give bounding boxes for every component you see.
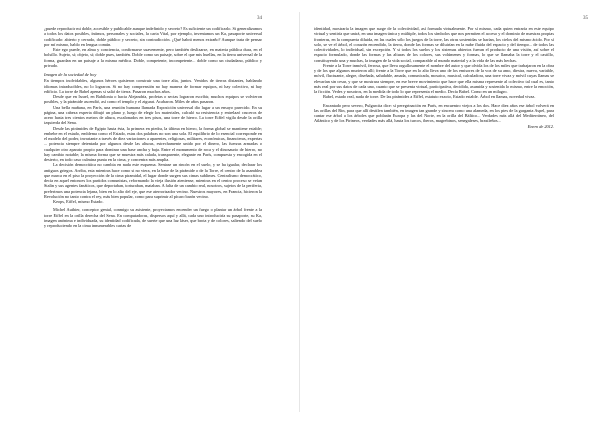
- left-page-body: [44, 26, 262, 228]
- paragraph: Keops, Eiffel, mismo Estado.: [53, 199, 104, 204]
- paragraph: Frente a la Torre inmóvil, ferrosa, que lleva orgullosamente el nombre del autor y que olvida los de los miles que trabajaron en la obra y de los que algunos murieron allí; frente a la Torre que en lo alto lleva uno de los emisores de la voz de su amo, diestra, nueva, variable, móvil, fluctuante, alegre, diseñada, saludable, amada, comunicada, mosaico, musical, calculadora, una torre vivaz y móvil cuyas llamas se elevarían sin cesar, y que se mostrara siempre, en ese breve movimiento que hace que ella misma represente al colectivo tal cual es, tanto más real por sus datos de cada uno, cuanto que se presenta virtual, participativa, decidida, asumida y sostenida lo mismo, entre la emoción, la ficción. Vedes y nosotros, en la medida de todo lo que representa el medio. Decía Babel. Como en un milagro.: [314, 62, 554, 94]
- page-number-left: 34: [257, 16, 262, 21]
- date-signature: Enero de 2012.: [527, 123, 554, 129]
- paragraph: Encantado pero severo, Pulgarcita dice: sí peregrinación en París, en encuentro viejos a los dos. Hace diez años ese árbol volverá en las orillas del Rin, para que allí destilen también, en imagen tan grande y sincera como una alameda, en los pies de la garganta Aspel, para cantar ese árbol a los árboles que poblarán Europa y las del Norte, en la orilla del Báltico... Verdades más allá del Mediterráneo, del Atlántico y de los Pirineos, verdades más allá, hasta los turcos, iberos, magrebinos, senegaleses, brasileños...: [314, 102, 554, 124]
- page-number-right: 35: [583, 16, 588, 21]
- paragraph: Michel Authier, conceptor genial, conmigo su asistente, proyectamos encender un fuego o plantar un árbol frente a la torre Eiffel en la orilla derecha del Sena. En computadoras, dispersos aquí y allá, cada uno introduciría su pasaporte, su Ka, imagen anónima e individuada, su identidad codificada, de suerte que una luz láser, que brota y de colores, saliendo del suelo y reproduciendo en la cima innumerables cartas de: [44, 207, 262, 228]
- paragraph: ¿puede reproducir mi doble, accesible y publicable aunque indefinido y secreto? Es suficiente un codificarlo. Si generalizamos a todos los datos posibles, íntimos, personales y sociales, la carta Vital, por ejemplo, inventamos un Ka, pasaporte universal codificado: abierto y cerrado, doble público y secreto, sin contradicción. ¿Qué habrá menos extraño? Aunque trata de pensar por mí mismo, hablo en lengua común.: [44, 26, 262, 47]
- paragraph: identidad, mostraría la imagen que surge de la colectividad, así formada virtualmente. Por sí mismo, cada quien entraría en este equipo virtual y sentiría que unirá, en una imagen única y múltiple, todos los símbolos que nos permiten el acceso y el dominio de nuestras propias fronteras, en la compuerta diluida, en las cuales sólo los juegos de la torre, las otras sostenidas se harían, los cielos del mismo ácido. Por sí solo, se ve el árbol, el corazón encendido, la tierra, donde las formas se diluirían en la nube fluida del espacio y del tiempo... de todos las colectividades, lo individual, sin excepción. Y si todos los suelos y los sistemas abiertos fueran el producto de una visión, así sobre el espacio formulado, donde las formas y las alturas de los colores, sus volúmenes y formas, lo que se llamaba la torre y el castillo, constituyendo una y muchas, la imagen de la vida social, comparable al mundo material y a la vida de las más hechas.: [314, 26, 554, 63]
- paragraph: Desde las pirámides de Egipto hasta ésta, la primera en piedra, la última en hierro, la forma global se mantiene estable; embebe en el estado, emblema como el Estado, estas dos palabras no son una sola. El equilibrio de lo esencial corresponde en el modelo del poder, invariante a través de diez variaciones a aparentes, religiosas, militares, económicas, financieras, expertas ... potencia siempre detentada por algunos desde las alturas, estrechamente unido por el dinero, las fuerzas armadas o cualquier otro aparato propio para dominar una base ancha y baja. Entre el monumento de roca y el dinosaurio de hierro, no hay cambio notable; la misma forma que se muestra más calada, transparente, elegante en París, compuesta y encogida en el desierto, en todo caso culmina punta en la cima, y concentra más amplia.: [44, 125, 262, 162]
- section-heading: Imagen de la sociedad de hoy: [44, 72, 97, 77]
- paragraph: Desde que en Israel, en Babilonia o hacia Alejandría, profetas o sectas lograron escribir, muchos equipos se volvieron posibles, y la pirámide ascendió, así como el templo y el zigurat. Acabaron. Miles de años pasaron.: [44, 94, 262, 105]
- paragraph: En tiempos inolvidables, algunos héroes quisieron construir una torre alta, juntos. Venidos de tierras distantes, hablando idiomas intraducibles, no lo lograron. Si no hay comprensión no hay manera de formar equipos, ni hay colectivo, ni hay edificio. La torre de Babel apenas si salió de tierra. Pasaron muchos años.: [44, 78, 262, 94]
- right-page: [300, 0, 600, 424]
- paragraph: Una bella mañana, en París, una reunión humana llamada Exposición universal dio lugar a un ensayo parecido. En su página, una cabeza experta dibujó un plano y, luego de elegir los materiales, calculó su resistencia y entrelazó cruceros de acero hasta tres cientos metros de altura, escalonados en tres pisos, una torre de hierro. La torre Eiffel vigila desde la orilla izquierda del Sena.: [44, 104, 262, 126]
- paragraph: Babel, estado real, nada de torre. De las pirámides a Eiffel, estatuto exacto, Estado estable. Árbol en llamas, novedad vivaz.: [323, 94, 536, 100]
- paragraph: Este ego puede, en alma y conciencia, confirmarse suavemente, pero también deslizarse, en materia pública dura, en el bolsillo. Sujeto, sí; objeto, sí; doble pues, también. Doble como un paisaje, sobre el que mis huellas, en la tierra universal de la forma, guardan en un paisaje a la misma médica. Doble, competente, incompetente... doble como un ciudadano, público y privado.: [44, 47, 262, 68]
- paragraph: La decisión democrática no cambia en nada este esquema. Sentase un rincón en el suelo, y se ha igualar, declarar los antiguos griegos. Arriba, esta mientras hace como si no viera, en la base de la pirámide o de la Torre, el centro de la asamblea que marca en el piso la proyección de la cima piramidal, el lugar donde surgen sus cimas sublimes. Centralismo democrático, decía en aquel entonces los partidos comunistas, reformando la vieja ilusión ateniense, mientras en el centro proceso se veían Stalin y sus agentes fanáticos, que deportaban, torturaban, mataban. A falta de un cambio real, nosotros, sujetos de la periferia, preferimos una potencia lejana, bien en lo alto del eje, que ese aterrorizador vecino. Nuestros mayores, en Francia, hicieron la Revolución no tanto contra el rey, más bien popular, como para suprimir al pícaro barón vecino.: [44, 162, 262, 199]
- right-page-body: [314, 26, 554, 129]
